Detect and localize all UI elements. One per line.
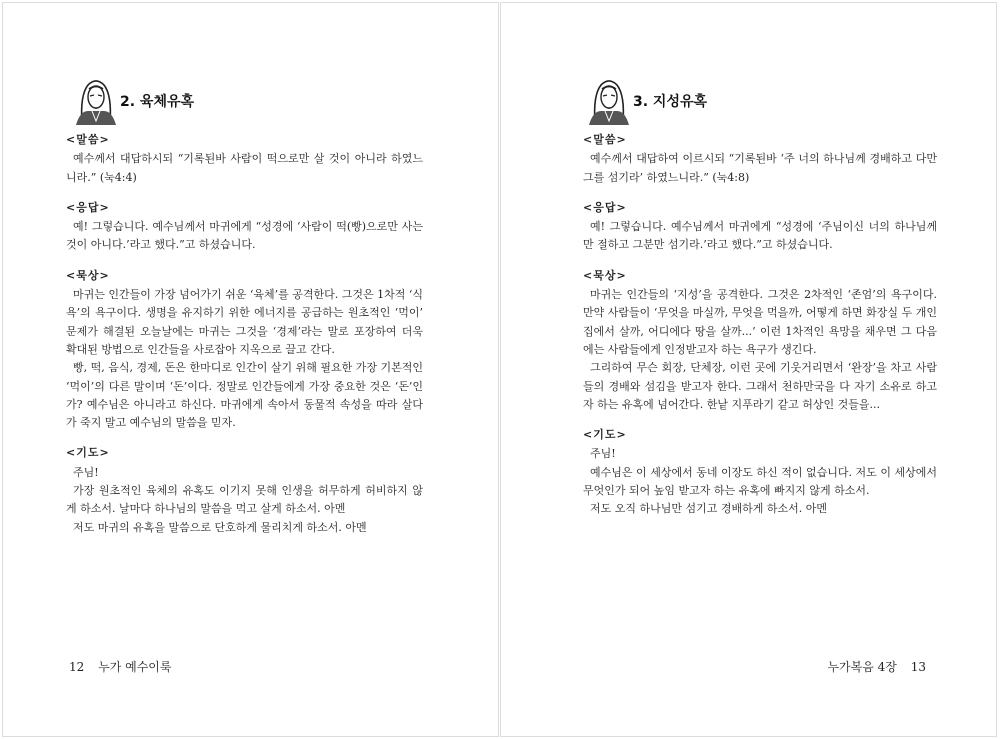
paragraph: 주님! [590, 447, 616, 461]
section-response [66, 199, 423, 255]
paragraph: 그리하여 무슨 회장, 단체장, 이런 곳에 기웃거리면서 ‘완장’을 차고 사람들의 경배와 섬김을 받고자 한다. 그래서 천하만국을 다 자기 소유로 하고자 하는 유혹에 넘어간다. 한낱 지푸라기 같고 허상인 것들을... [583, 361, 937, 411]
section-label: <기도> [583, 428, 627, 442]
paragraph: 예수께서 대답하여 이르시되 “기록된바 ‘주 너의 하나님께 경배하고 다만 그를 섬기라’ 하였느니라.” (눅4:8) [583, 152, 937, 184]
paragraph: 마귀는 인간들의 ‘지성’을 공격한다. 그것은 2차적인 ‘존엄’의 욕구이다. 만약 사람들이 ‘무엇을 마실까, 무엇을 먹을까, 어떻게 하면 화장실 두 개인 집에서 살까, 어디에다 땅을 살까...’ 이런 1차적인 욕망을 채우면 그 다음에는 사람들에게 인정받고자 하는 욕구가 생긴다. [583, 288, 937, 356]
section-meditation [66, 267, 423, 433]
page-number: 13 [910, 660, 926, 674]
section-meditation [583, 267, 937, 414]
section-label: <말씀> [66, 133, 110, 146]
page-footer [827, 658, 926, 675]
left-page-body [66, 131, 423, 549]
page-number: 12 [69, 660, 85, 674]
book-title: 누가 예수이룩 [98, 660, 172, 674]
paragraph: 마귀는 인간들이 가장 넘어가기 쉬운 ‘육체’를 공격한다. 그것은 1차적 ‘식욕’의 욕구이다. 생명을 유지하기 위한 에너지를 공급하는 원초적인 ‘먹이’ 문제가 해결된 오늘날에는 마귀는 그것을 ‘경제’라는 말로 포장하여 더욱 확대된 방법으로 인간들을 사로잡아 지옥으로 끌고 간다. [66, 288, 423, 356]
paragraph: 저도 마귀의 유혹을 말씀으로 단호하게 물리치게 하소서. 아멘 [73, 520, 367, 534]
section-label: <말씀> [583, 133, 627, 146]
heading-title: 2. 육체유혹 [120, 94, 195, 110]
paragraph: 가장 원초적인 육체의 유혹도 이기지 못해 인생을 허무하게 허비하지 않게 하소서. 날마다 하나님의 말씀을 먹고 살게 하소서. 아멘 [66, 484, 423, 516]
section-label: <응답> [66, 200, 110, 214]
section-label: <기도> [66, 446, 110, 460]
section-label: <묵상> [583, 268, 627, 282]
paragraph: 빵, 떡, 음식, 경제, 돈은 한마디로 인간이 살기 위해 필요한 가장 기본적인 ‘먹이’의 다른 말이며 ‘돈’이다. 정말로 인간들에게 가장 중요한 것은 ‘돈’인가? 예수님은 아니라고 하신다. 마귀에게 속아서 동물적 속성을 따라 살다가 죽지 말고 예수님의 말씀을 믿자. [66, 361, 423, 430]
section-word [66, 131, 423, 187]
section-heading [589, 75, 707, 125]
paragraph: 예수께서 대답하시되 “기록된바 사람이 떡으로만 살 것이 아니라 하였느니라.” (눅4:4) [66, 152, 423, 184]
paragraph: 저도 오직 하나님만 섬기고 경배하게 하소서. 아멘 [590, 502, 827, 516]
section-label: <묵상> [66, 268, 110, 282]
paragraph: 주님! [73, 465, 99, 479]
section-prayer [583, 426, 937, 518]
jesus-portrait-icon [589, 75, 629, 125]
section-heading [76, 75, 194, 125]
book-title: 누가복음 4장 [827, 660, 897, 674]
section-word [583, 131, 937, 187]
right-page-body [583, 131, 937, 531]
section-response [583, 199, 937, 255]
page-footer [69, 658, 171, 675]
heading-title: 3. 지성유혹 [633, 94, 708, 110]
section-label: <응답> [583, 200, 627, 214]
jesus-portrait-icon [76, 75, 116, 125]
paragraph: 예! 그렇습니다. 예수님께서 마귀에게 “성경에 ‘주님이신 너의 하나님께만 절하고 그분만 섬기라.’라고 했다.”고 하셨습니다. [583, 220, 937, 252]
section-prayer [66, 444, 423, 536]
paragraph: 예수님은 이 세상에서 동네 이장도 하신 적이 없습니다. 저도 이 세상에서 무엇인가 되어 높임 받고자 하는 유혹에 빠지지 않게 하소서. [583, 465, 937, 498]
paragraph: 예! 그렇습니다. 예수님께서 마귀에게 “성경에 ‘사람이 떡(빵)으로만 사는 것이 아니다.’라고 했다.”고 하셨습니다. [66, 220, 423, 252]
